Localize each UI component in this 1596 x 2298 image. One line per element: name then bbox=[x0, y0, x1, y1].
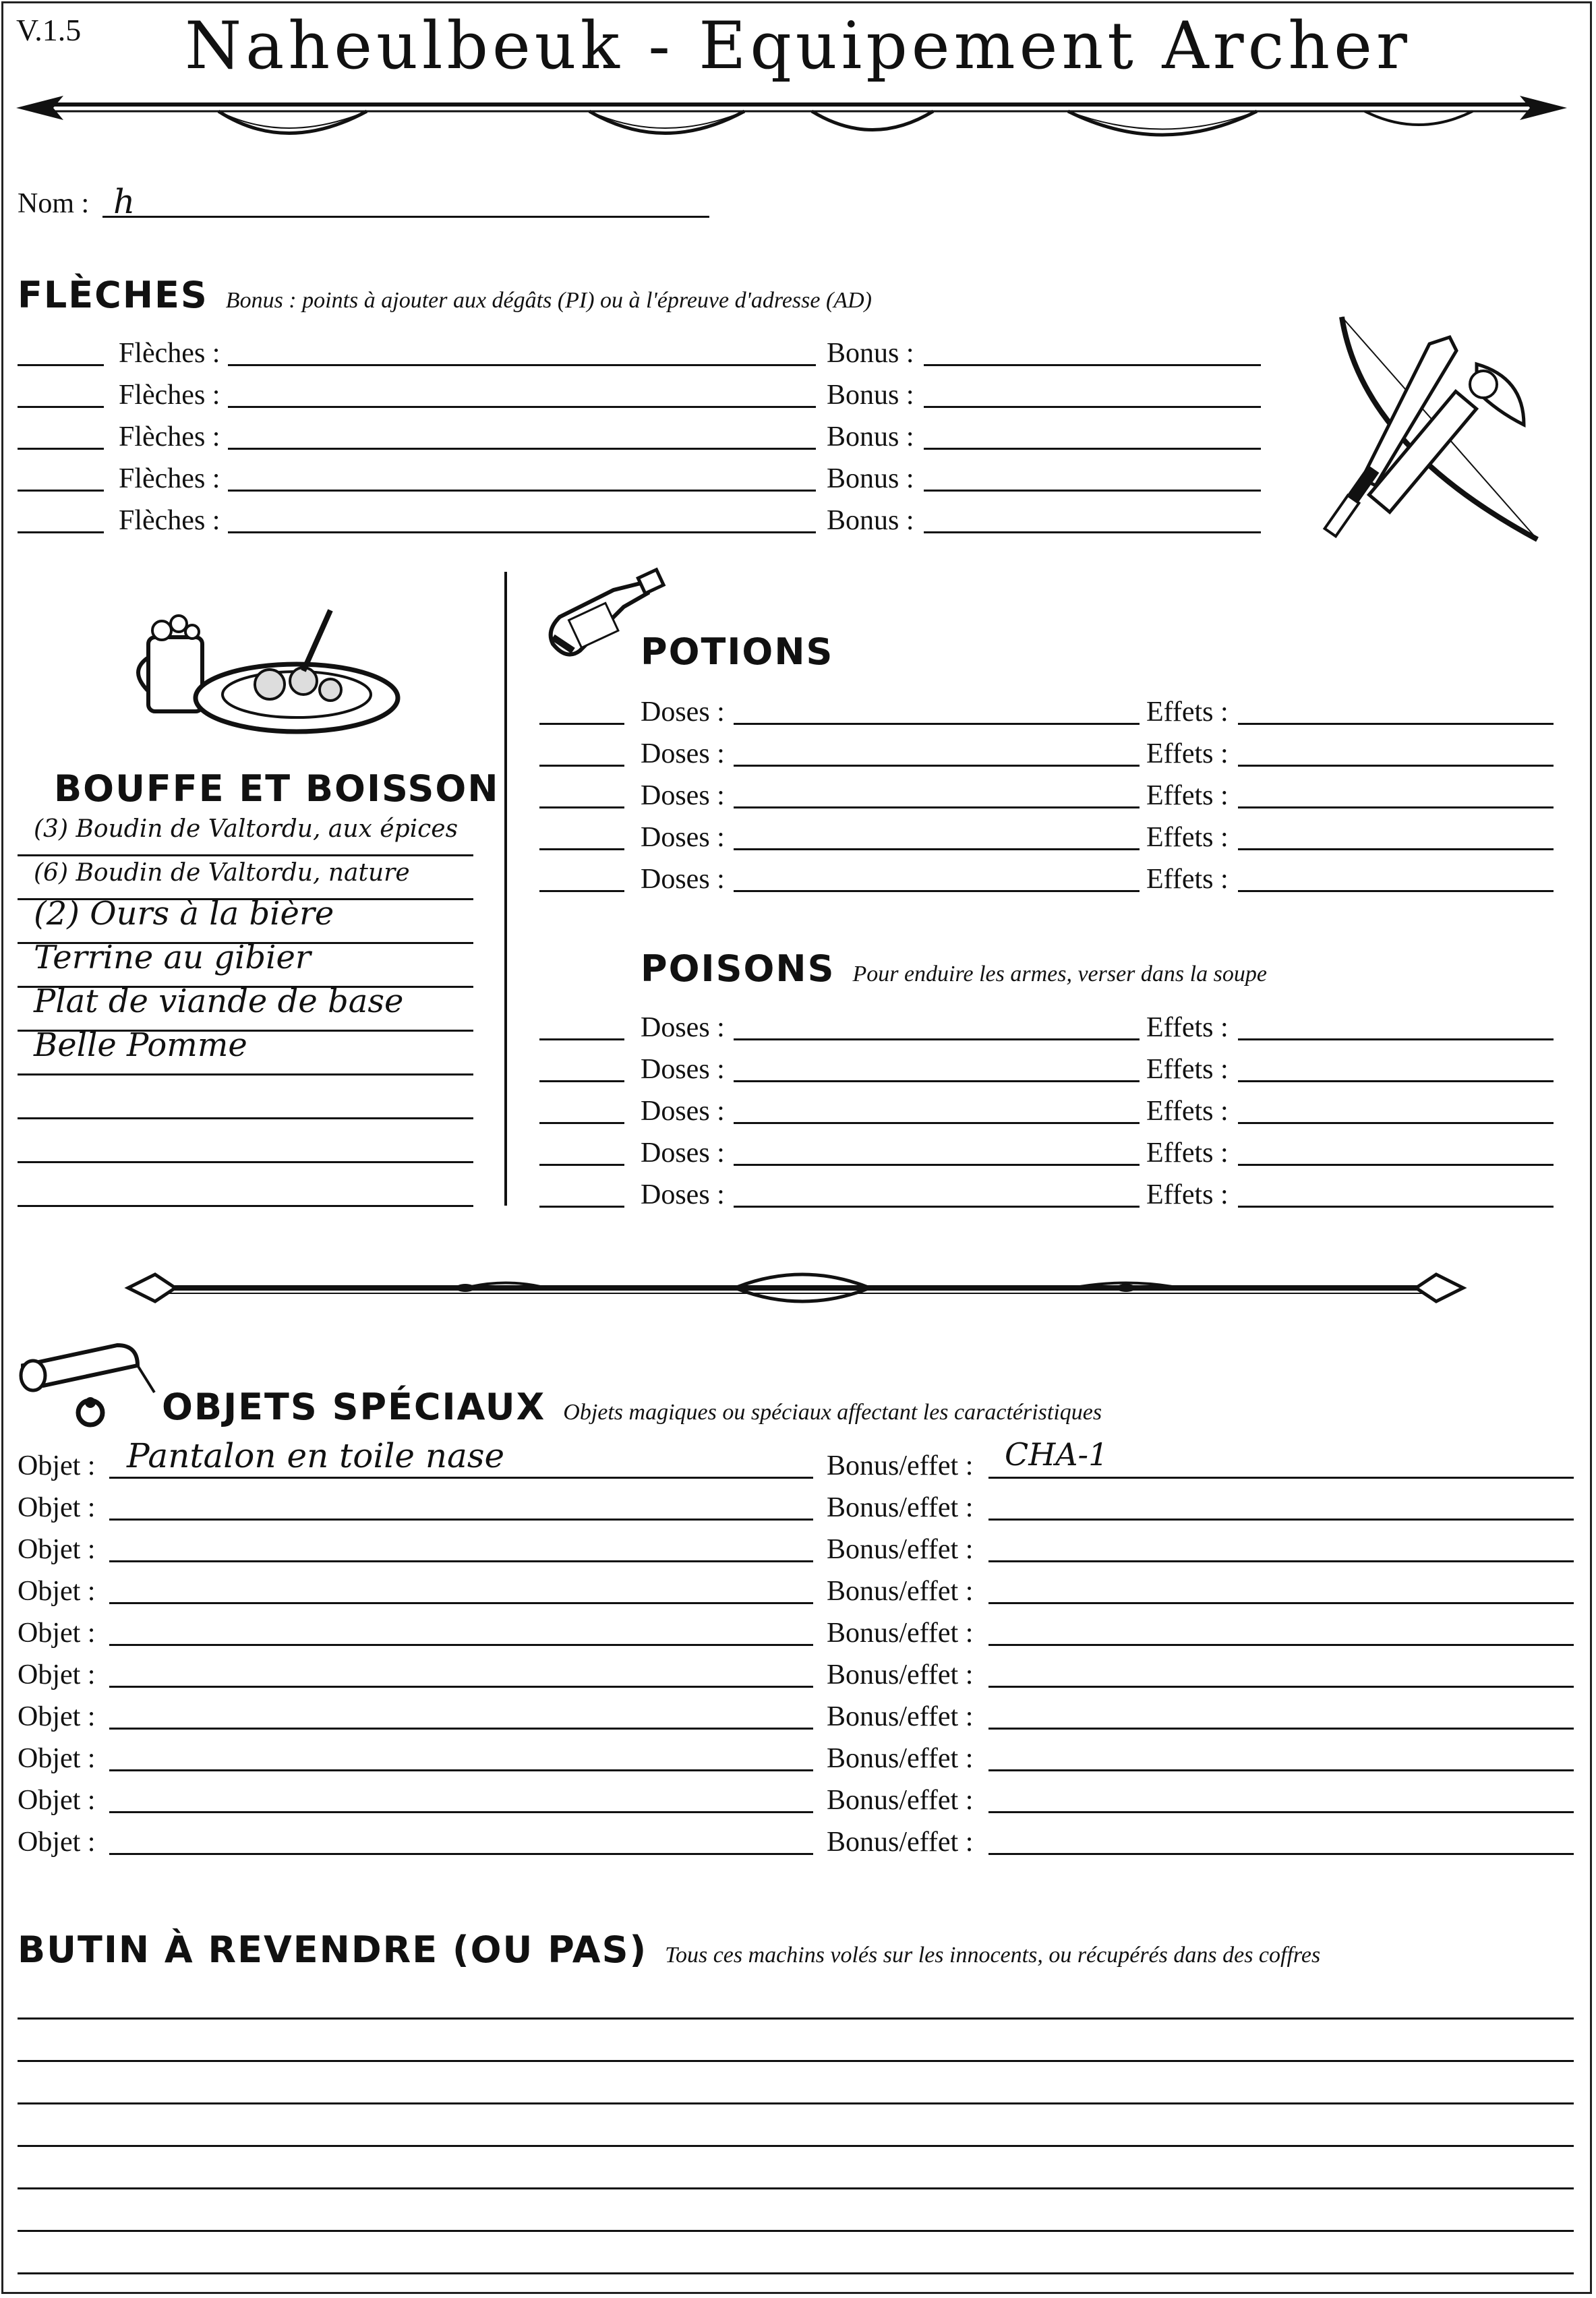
nom-field-line[interactable] bbox=[102, 216, 709, 218]
poisons-effets-label: Effets : bbox=[1146, 1054, 1229, 1085]
potions-doses-label: Doses : bbox=[641, 697, 725, 728]
objet-label: Objet : bbox=[18, 1534, 96, 1565]
objet-first-bonus[interactable]: CHA-1 bbox=[1005, 1436, 1109, 1473]
butin-line[interactable] bbox=[18, 2230, 1574, 2232]
poisons-doses-line[interactable] bbox=[734, 1122, 1140, 1124]
poisons-doses-label: Doses : bbox=[641, 1179, 725, 1210]
poisons-qty-line[interactable] bbox=[539, 1122, 624, 1124]
potions-effets-label: Effets : bbox=[1146, 697, 1229, 728]
fleches-name-line[interactable] bbox=[228, 490, 816, 492]
potions-qty-line[interactable] bbox=[539, 848, 624, 850]
butin-line[interactable] bbox=[18, 2017, 1574, 2020]
fleches-bonus-label: Bonus : bbox=[827, 505, 914, 536]
objet-label: Objet : bbox=[18, 1827, 96, 1858]
fleches-title: FLÈCHES bbox=[18, 274, 208, 316]
objet-line[interactable] bbox=[109, 1519, 813, 1521]
objet-bonus-label: Bonus/effet : bbox=[827, 1785, 974, 1816]
potions-effets-label: Effets : bbox=[1146, 738, 1229, 769]
objet-bonus-line[interactable] bbox=[988, 1560, 1574, 1562]
nom-label: Nom : bbox=[18, 188, 90, 219]
fleches-label: Flèches : bbox=[119, 380, 220, 411]
potions-doses-label: Doses : bbox=[641, 780, 725, 811]
fleches-bonus-line[interactable] bbox=[924, 490, 1261, 492]
objet-bonus-line[interactable] bbox=[988, 1519, 1574, 1521]
potions-qty-line[interactable] bbox=[539, 765, 624, 767]
staff-divider-icon bbox=[128, 1261, 1463, 1315]
fleches-bonus-label: Bonus : bbox=[827, 421, 914, 452]
objet-line[interactable] bbox=[109, 1644, 813, 1646]
potions-effets-label: Effets : bbox=[1146, 822, 1229, 853]
potions-effets-line[interactable] bbox=[1238, 723, 1554, 725]
potions-doses-label: Doses : bbox=[641, 822, 725, 853]
bouffe-item[interactable]: (2) Ours à la bière bbox=[34, 895, 334, 933]
objet-bonus-label: Bonus/effet : bbox=[827, 1618, 974, 1649]
bouffe-title: BOUFFE ET BOISSON bbox=[54, 767, 500, 810]
objet-bonus-line[interactable] bbox=[988, 1686, 1574, 1688]
butin-line[interactable] bbox=[18, 2060, 1574, 2062]
objet-bonus-line[interactable] bbox=[988, 1602, 1574, 1604]
bow-and-swords-icon bbox=[1322, 310, 1564, 553]
poisons-effets-line[interactable] bbox=[1238, 1206, 1554, 1208]
objet-bonus-line[interactable] bbox=[988, 1728, 1574, 1730]
page-title: Naheulbeuk - Equipement Archer bbox=[185, 8, 1411, 84]
objet-line[interactable] bbox=[109, 1477, 813, 1479]
bouffe-line[interactable] bbox=[18, 1073, 473, 1076]
poisons-section-title bbox=[641, 947, 1267, 990]
beer-and-food-icon bbox=[135, 603, 405, 738]
objet-line[interactable] bbox=[109, 1769, 813, 1771]
fleches-qty-line[interactable] bbox=[18, 364, 104, 366]
poisons-effets-line[interactable] bbox=[1238, 1164, 1554, 1166]
fleches-bonus-line[interactable] bbox=[924, 406, 1261, 408]
poisons-effets-label: Effets : bbox=[1146, 1096, 1229, 1127]
poisons-effets-label: Effets : bbox=[1146, 1012, 1229, 1043]
butin-line[interactable] bbox=[18, 2145, 1574, 2147]
objet-bonus-label: Bonus/effet : bbox=[827, 1576, 974, 1607]
objet-label: Objet : bbox=[18, 1743, 96, 1774]
potions-doses-label: Doses : bbox=[641, 864, 725, 895]
fleches-bonus-label: Bonus : bbox=[827, 338, 914, 369]
potions-doses-line[interactable] bbox=[734, 806, 1140, 808]
fleches-bonus-label: Bonus : bbox=[827, 380, 914, 411]
fleches-label: Flèches : bbox=[119, 338, 220, 369]
fleches-name-line[interactable] bbox=[228, 364, 816, 366]
objet-bonus-line[interactable] bbox=[988, 1644, 1574, 1646]
version-label: V.1.5 bbox=[16, 13, 82, 47]
objet-bonus-label: Bonus/effet : bbox=[827, 1492, 974, 1523]
objet-bonus-line[interactable] bbox=[988, 1769, 1574, 1771]
poisons-effets-label: Effets : bbox=[1146, 1179, 1229, 1210]
objet-label: Objet : bbox=[18, 1701, 96, 1732]
fleches-name-line[interactable] bbox=[228, 448, 816, 450]
bouffe-line[interactable] bbox=[18, 1161, 473, 1163]
butin-line[interactable] bbox=[18, 2187, 1574, 2189]
objet-bonus-label: Bonus/effet : bbox=[827, 1827, 974, 1858]
objet-label: Objet : bbox=[18, 1659, 96, 1690]
bouffe-line[interactable] bbox=[18, 1117, 473, 1119]
potions-doses-label: Doses : bbox=[641, 738, 725, 769]
arrow-border-icon bbox=[16, 81, 1567, 155]
potions-effets-line[interactable] bbox=[1238, 890, 1554, 892]
objet-line[interactable] bbox=[109, 1811, 813, 1813]
butin-line[interactable] bbox=[18, 2272, 1574, 2274]
potions-effets-line[interactable] bbox=[1238, 806, 1554, 808]
fleches-qty-line[interactable] bbox=[18, 490, 104, 492]
fleches-label: Flèches : bbox=[119, 421, 220, 452]
potions-effets-line[interactable] bbox=[1238, 848, 1554, 850]
potions-qty-line[interactable] bbox=[539, 806, 624, 808]
poisons-qty-line[interactable] bbox=[539, 1080, 624, 1082]
scroll-and-ring-icon bbox=[16, 1338, 165, 1433]
objet-label: Objet : bbox=[18, 1576, 96, 1607]
potions-doses-line[interactable] bbox=[734, 848, 1140, 850]
objet-line[interactable] bbox=[109, 1728, 813, 1730]
bouffe-line[interactable] bbox=[18, 854, 473, 856]
fleches-bonus-line[interactable] bbox=[924, 364, 1261, 366]
poisons-effets-line[interactable] bbox=[1238, 1122, 1554, 1124]
objets-title: OBJETS SPÉCIAUX bbox=[162, 1386, 546, 1428]
fleches-bonus-line[interactable] bbox=[924, 448, 1261, 450]
poisons-effets-line[interactable] bbox=[1238, 1038, 1554, 1040]
poisons-doses-label: Doses : bbox=[641, 1054, 725, 1085]
potions-qty-line[interactable] bbox=[539, 890, 624, 892]
objet-first-value[interactable]: Pantalon en toile nase bbox=[127, 1436, 505, 1475]
objet-label: Objet : bbox=[18, 1618, 96, 1649]
poisons-doses-line[interactable] bbox=[734, 1164, 1140, 1166]
objet-line[interactable] bbox=[109, 1686, 813, 1688]
potions-title: POTIONS bbox=[641, 630, 834, 673]
poisons-doses-label: Doses : bbox=[641, 1012, 725, 1043]
poisons-qty-line[interactable] bbox=[539, 1206, 624, 1208]
poisons-doses-line[interactable] bbox=[734, 1080, 1140, 1082]
fleches-bonus-label: Bonus : bbox=[827, 463, 914, 494]
bouffe-item[interactable]: Belle Pomme bbox=[34, 1026, 247, 1064]
poisons-doses-label: Doses : bbox=[641, 1096, 725, 1127]
fleches-label: Flèches : bbox=[119, 505, 220, 536]
poisons-qty-line[interactable] bbox=[539, 1038, 624, 1040]
potions-qty-line[interactable] bbox=[539, 723, 624, 725]
objet-line[interactable] bbox=[109, 1560, 813, 1562]
objet-label: Objet : bbox=[18, 1785, 96, 1816]
objet-bonus-label: Bonus/effet : bbox=[827, 1743, 974, 1774]
potions-doses-line[interactable] bbox=[734, 890, 1140, 892]
poisons-doses-line[interactable] bbox=[734, 1038, 1140, 1040]
objets-section-title bbox=[162, 1386, 1102, 1428]
bouffe-item[interactable]: Plat de viande de base bbox=[34, 982, 404, 1020]
potions-effets-label: Effets : bbox=[1146, 864, 1229, 895]
poisons-doses-line[interactable] bbox=[734, 1206, 1140, 1208]
poisons-effets-label: Effets : bbox=[1146, 1138, 1229, 1169]
butin-subtitle: Tous ces machins volés sur les innocents, ou récupérés dans des coffres bbox=[665, 1943, 1321, 1968]
fleches-bonus-line[interactable] bbox=[924, 531, 1261, 533]
objet-bonus-label: Bonus/effet : bbox=[827, 1659, 974, 1690]
objets-subtitle: Objets magiques ou spéciaux affectant les caractéristiques bbox=[563, 1400, 1102, 1425]
fleches-label: Flèches : bbox=[119, 463, 220, 494]
poisons-title: POISONS bbox=[641, 947, 835, 990]
objet-bonus-label: Bonus/effet : bbox=[827, 1534, 974, 1565]
objet-bonus-label: Bonus/effet : bbox=[827, 1450, 974, 1481]
fleches-name-line[interactable] bbox=[228, 406, 816, 408]
objet-label: Objet : bbox=[18, 1450, 96, 1481]
butin-title: BUTIN À REVENDRE (OU PAS) bbox=[18, 1928, 648, 1971]
poisons-effets-line[interactable] bbox=[1238, 1080, 1554, 1082]
objet-bonus-line[interactable] bbox=[988, 1811, 1574, 1813]
fleches-qty-line[interactable] bbox=[18, 448, 104, 450]
butin-section-title bbox=[18, 1928, 1320, 1971]
bouffe-line[interactable] bbox=[18, 1205, 473, 1207]
fleches-qty-line[interactable] bbox=[18, 406, 104, 408]
bouffe-item[interactable]: (3) Boudin de Valtordu, aux épices bbox=[34, 815, 459, 843]
objet-bonus-line[interactable] bbox=[988, 1853, 1574, 1855]
butin-line[interactable] bbox=[18, 2102, 1574, 2104]
bouffe-item[interactable]: (6) Boudin de Valtordu, nature bbox=[34, 859, 410, 887]
objet-bonus-label: Bonus/effet : bbox=[827, 1701, 974, 1732]
objet-bonus-line[interactable] bbox=[988, 1477, 1574, 1479]
potions-doses-line[interactable] bbox=[734, 723, 1140, 725]
column-divider bbox=[504, 572, 507, 1206]
potions-effets-label: Effets : bbox=[1146, 780, 1229, 811]
objet-line[interactable] bbox=[109, 1602, 813, 1604]
fleches-name-line[interactable] bbox=[228, 531, 816, 533]
objet-line[interactable] bbox=[109, 1853, 813, 1855]
nom-value[interactable]: h bbox=[113, 182, 136, 221]
poisons-doses-label: Doses : bbox=[641, 1138, 725, 1169]
objet-label: Objet : bbox=[18, 1492, 96, 1523]
fleches-section-title bbox=[18, 274, 872, 316]
poisons-subtitle: Pour enduire les armes, verser dans la soupe bbox=[852, 962, 1267, 986]
fleches-subtitle: Bonus : points à ajouter aux dégâts (PI) ou à l'épreuve d'adresse (AD) bbox=[225, 288, 872, 313]
potions-doses-line[interactable] bbox=[734, 765, 1140, 767]
potions-effets-line[interactable] bbox=[1238, 765, 1554, 767]
bouffe-item[interactable]: Terrine au gibier bbox=[34, 939, 311, 976]
poisons-qty-line[interactable] bbox=[539, 1164, 624, 1166]
fleches-qty-line[interactable] bbox=[18, 531, 104, 533]
